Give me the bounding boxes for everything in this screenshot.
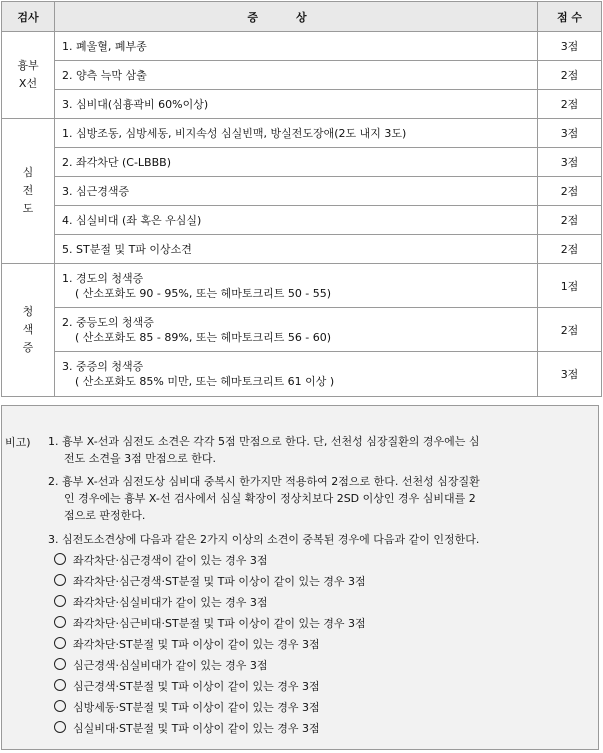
category-line: 색	[22, 323, 34, 336]
note-2-line-2: 인 경우에는 흉부 X-선 검사에서 심실 확장이 정상치보다 2SD 이상인 경우 심비대를 2	[64, 492, 476, 505]
category-line: 흉부	[17, 59, 39, 72]
bullet-text: 좌각차단·심근경색·ST분절 및 T파 이상이 같이 있는 경우 3점	[73, 575, 366, 588]
bullet-text: 심실비대·ST분절 및 T파 이상이 같이 있는 경우 3점	[73, 722, 320, 735]
note-bullet-item	[54, 700, 320, 716]
table-row	[2, 352, 602, 397]
table-row	[2, 235, 602, 264]
table-row	[2, 206, 602, 235]
score-cell: 1점	[538, 264, 602, 308]
circle-bullet-icon	[54, 679, 66, 691]
category-line: 청	[22, 305, 34, 318]
symptom-cell: 2. 양측 늑막 삼출	[55, 61, 538, 90]
symptom-cell: 4. 심실비대 (좌 혹은 우심실)	[55, 206, 538, 235]
score-cell: 2점	[538, 235, 602, 264]
table-row	[2, 264, 602, 308]
table-row	[2, 177, 602, 206]
symptom-cell	[55, 352, 538, 397]
score-cell: 3점	[538, 352, 602, 397]
note-bullet-item	[54, 616, 366, 632]
category-cell	[2, 119, 55, 264]
symptom-cell: 2. 좌각차단 (C-LBBB)	[55, 148, 538, 177]
bullet-text: 좌각차단·심근비대·ST분절 및 T파 이상이 같이 있는 경우 3점	[73, 617, 366, 630]
bullet-text: 좌각차단·심실비대가 같이 있는 경우 3점	[73, 596, 268, 609]
note-bullet-item	[54, 637, 320, 653]
bullet-text: 심근경색·ST분절 및 T파 이상이 같이 있는 경우 3점	[73, 680, 320, 693]
symptom-line: 2. 중등도의 청색증	[62, 315, 154, 329]
symptom-line: 1. 경도의 청색증	[62, 271, 144, 285]
category-cell	[2, 264, 55, 397]
note-bullet-item	[54, 553, 268, 569]
circle-bullet-icon	[54, 574, 66, 586]
table-header-row	[2, 2, 602, 32]
header-symptom: 증상	[55, 2, 538, 32]
symptom-detail: ( 산소포화도 90 - 95%, 또는 헤마토크리트 50 - 55)	[75, 286, 332, 300]
score-cell: 3점	[538, 32, 602, 61]
circle-bullet-icon	[54, 553, 66, 565]
category-cell	[2, 32, 55, 119]
table-row	[2, 61, 602, 90]
symptom-cell: 1. 폐울혈, 폐부종	[55, 32, 538, 61]
note-bullet-item	[54, 679, 320, 695]
symptom-cell: 5. ST분절 및 T파 이상소견	[55, 235, 538, 264]
category-line: 심	[22, 166, 34, 179]
bullet-text: 좌각차단·심근경색이 같이 있는 경우 3점	[73, 554, 268, 567]
notes-label: 비고)	[5, 436, 31, 449]
note-bullet-item	[54, 658, 268, 674]
table-row	[2, 308, 602, 352]
score-cell: 2점	[538, 177, 602, 206]
score-cell: 2점	[538, 61, 602, 90]
table-row	[2, 32, 602, 61]
category-line: 증	[22, 341, 34, 354]
circle-bullet-icon	[54, 616, 66, 628]
notes-box	[1, 405, 599, 750]
score-cell: 2점	[538, 308, 602, 352]
bullet-text: 심근경색·심실비대가 같이 있는 경우 3점	[73, 659, 268, 672]
circle-bullet-icon	[54, 658, 66, 670]
symptom-cell	[55, 308, 538, 352]
table-row	[2, 119, 602, 148]
symptom-cell: 3. 심비대(심흉곽비 60%이상)	[55, 90, 538, 119]
note-1-line-1: 1. 흉부 X-선과 심전도 소견은 각각 5점 만점으로 한다. 단, 선천성 심장질환의 경우에는 심	[48, 435, 480, 448]
score-cell: 2점	[538, 206, 602, 235]
category-line: 도	[22, 202, 34, 215]
note-3-line-1: 3. 심전도소견상에 다음과 같은 2가지 이상의 소견이 중복된 경우에 다음과 같이 인정한다.	[48, 533, 480, 546]
note-bullet-item	[54, 595, 268, 611]
table-row	[2, 90, 602, 119]
bullet-text: 좌각차단·ST분절 및 T파 이상이 같이 있는 경우 3점	[73, 638, 320, 651]
note-2-line-1: 2. 흉부 X-선과 심전도상 심비대 중복시 한가지만 적용하여 2점으로 한다. 선천성 심장질환	[48, 475, 480, 488]
circle-bullet-icon	[54, 637, 66, 649]
circle-bullet-icon	[54, 595, 66, 607]
header-score: 점 수	[538, 2, 602, 32]
bullet-text: 심방세동·ST분절 및 T파 이상이 같이 있는 경우 3점	[73, 701, 320, 714]
category-line: X선	[18, 77, 38, 90]
note-1-line-2: 전도 소견을 3점 만점으로 한다.	[64, 452, 216, 465]
symptom-detail: ( 산소포화도 85% 미만, 또는 헤마토크리트 61 이상 )	[75, 375, 335, 388]
symptom-cell: 3. 심근경색증	[55, 177, 538, 206]
circle-bullet-icon	[54, 721, 66, 733]
table-row	[2, 148, 602, 177]
score-cell: 2점	[538, 90, 602, 119]
symptom-cell	[55, 264, 538, 308]
score-cell: 3점	[538, 148, 602, 177]
category-line: 전	[22, 184, 34, 197]
note-bullet-item	[54, 721, 320, 737]
note-bullet-item	[54, 574, 366, 590]
score-table	[1, 1, 602, 397]
circle-bullet-icon	[54, 700, 66, 712]
note-2-line-3: 점으로 판정한다.	[64, 509, 146, 522]
score-cell: 3점	[538, 119, 602, 148]
symptom-line: 3. 중증의 청색증	[62, 360, 144, 373]
symptom-detail: ( 산소포화도 85 - 89%, 또는 헤마토크리트 56 - 60)	[75, 330, 332, 344]
symptom-cell: 1. 심방조동, 심방세동, 비지속성 심실빈맥, 방실전도장애(2도 내지 3도)	[55, 119, 538, 148]
header-exam: 검사	[2, 2, 55, 32]
